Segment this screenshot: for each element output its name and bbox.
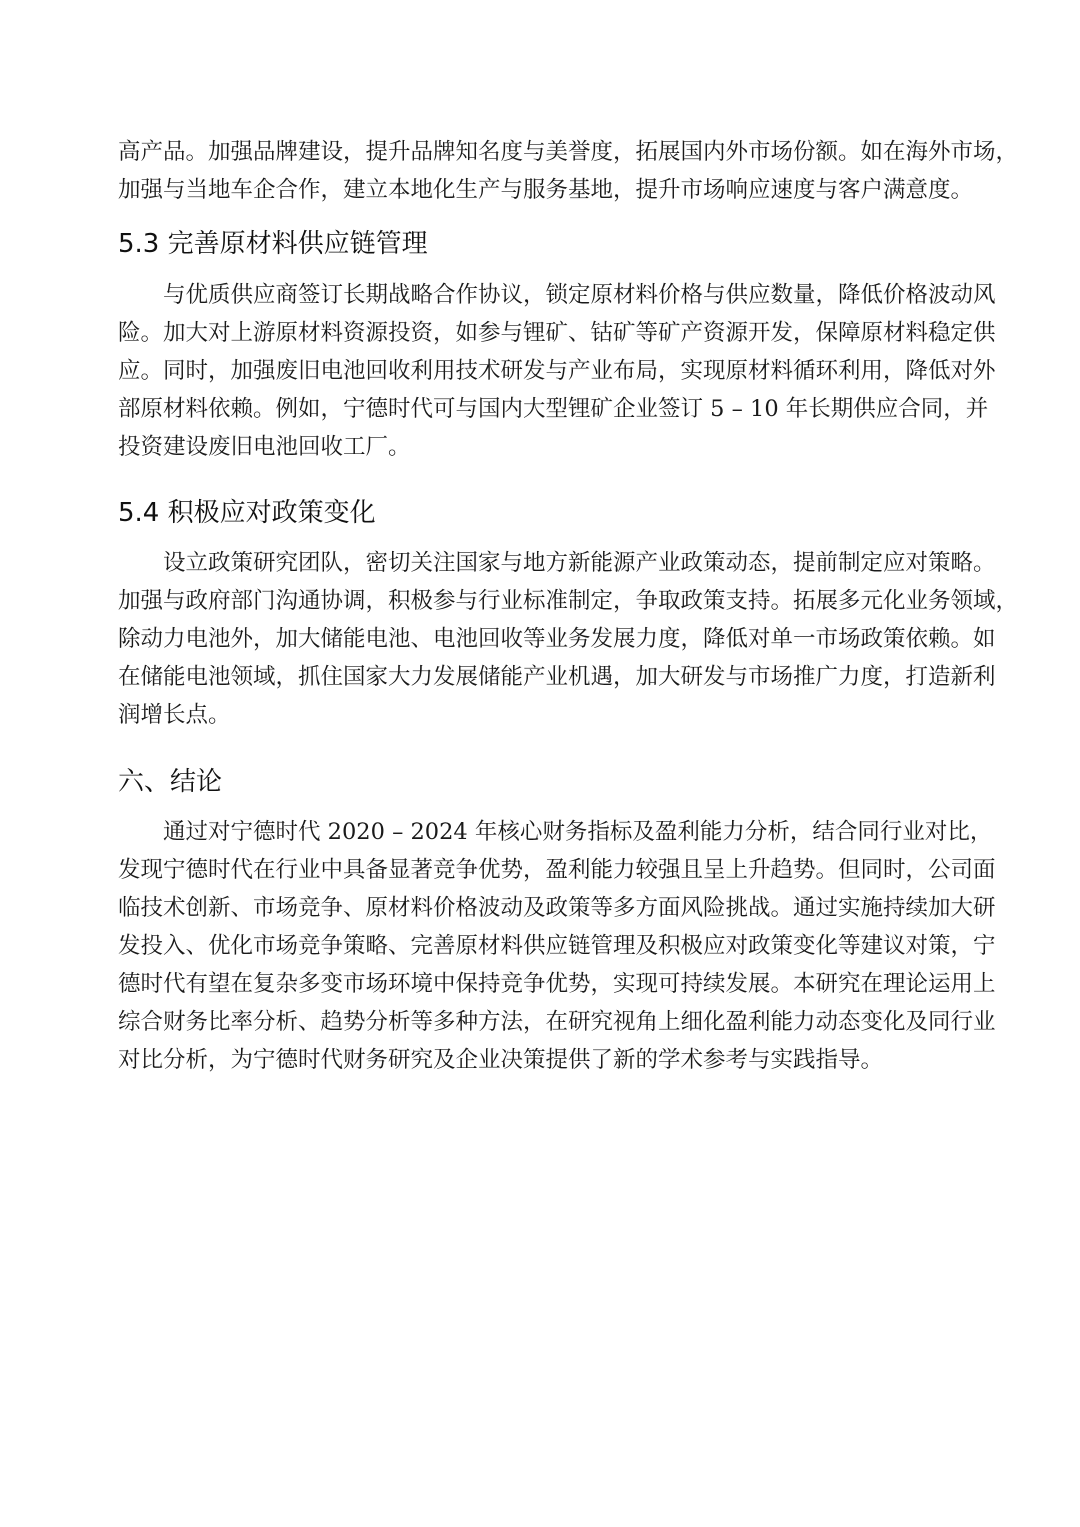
paragraph-line: 设立政策研究团队，密切关注国家与地方新能源产业政策动态，提前制定应对策略。 bbox=[163, 550, 996, 576]
section-6-paragraph bbox=[118, 813, 996, 1079]
paragraph-line: 对比分析，为宁德时代财务研究及企业决策提供了新的学术参考与实践指导。 bbox=[118, 1047, 884, 1073]
paragraph-line: 应。同时，加强废旧电池回收利用技术研发与产业布局，实现原材料循环利用，降低对外 bbox=[118, 358, 996, 384]
paragraph-line: 临技术创新、市场竞争、原材料价格波动及政策等多方面风险挑战。通过实施持续加大研 bbox=[118, 895, 996, 921]
paragraph-line: 加强与政府部门沟通协调，积极参与行业标准制定，争取政策支持。拓展多元化业务领域， bbox=[118, 588, 1019, 614]
intro-paragraph bbox=[118, 133, 1019, 209]
section-heading-5-3: 5.3 完善原材料供应链管理 bbox=[118, 229, 428, 259]
paragraph-line: 高产品。加强品牌建设，提升品牌知名度与美誉度，拓展国内外市场份额。如在海外市场， bbox=[118, 139, 1019, 165]
paragraph-line: 与优质供应商签订长期战略合作协议，锁定原材料价格与供应数量，降低价格波动风 bbox=[163, 282, 996, 308]
section-heading-5-4: 5.4 积极应对政策变化 bbox=[118, 498, 376, 528]
section-heading-6: 六、结论 bbox=[118, 767, 223, 797]
paragraph-line: 投资建设废旧电池回收工厂。 bbox=[118, 434, 411, 460]
section-5-3-paragraph bbox=[118, 276, 996, 466]
paragraph-line: 加强与当地车企合作，建立本地化生产与服务基地，提升市场响应速度与客户满意度。 bbox=[118, 177, 974, 203]
paragraph-line: 润增长点。 bbox=[118, 702, 231, 728]
paragraph-line: 险。加大对上游原材料资源投资，如参与锂矿、钴矿等矿产资源开发，保障原材料稳定供 bbox=[118, 320, 996, 346]
paragraph-line: 除动力电池外，加大储能电池、电池回收等业务发展力度，降低对单一市场政策依赖。如 bbox=[118, 626, 996, 652]
paragraph-line: 综合财务比率分析、趋势分析等多种方法，在研究视角上细化盈利能力动态变化及同行业 bbox=[118, 1009, 996, 1035]
paragraph-line: 发现宁德时代在行业中具备显著竞争优势，盈利能力较强且呈上升趋势。但同时，公司面 bbox=[118, 857, 996, 883]
paragraph-line: 部原材料依赖。例如，宁德时代可与国内大型锂矿企业签订 5 – 10 年长期供应合同，并 bbox=[118, 396, 989, 422]
paragraph-line: 通过对宁德时代 2020 – 2024 年核心财务指标及盈利能力分析，结合同行业对比， bbox=[163, 819, 993, 845]
section-5-4-paragraph bbox=[118, 544, 1019, 734]
paragraph-line: 在储能电池领域，抓住国家大力发展储能产业机遇，加大研发与市场推广力度，打造新利 bbox=[118, 664, 996, 690]
paragraph-line: 德时代有望在复杂多变市场环境中保持竞争优势，实现可持续发展。本研究在理论运用上 bbox=[118, 971, 996, 997]
paragraph-line: 发投入、优化市场竞争策略、完善原材料供应链管理及积极应对政策变化等建议对策，宁 bbox=[118, 933, 996, 959]
